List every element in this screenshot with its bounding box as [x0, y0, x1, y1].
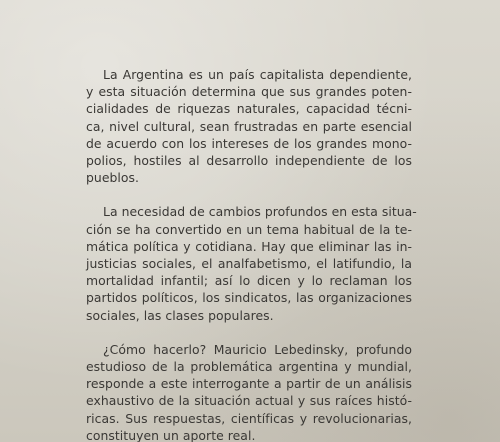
text-line: ca, nivel cultural, sean frustradas en parte esencial [86, 118, 412, 134]
text-line: ricas. Sus respuestas, científicas y revolucionarias, [86, 410, 412, 426]
text-line: exhaustivo de la situación actual y sus raíces histó- [86, 393, 412, 409]
paragraph-1 [86, 66, 412, 186]
text-line: pueblos. [86, 170, 140, 186]
paragraph-2 [86, 203, 417, 323]
text-line: responde a este interrogante a partir de un análisis [86, 376, 412, 392]
blurb-text [86, 66, 417, 442]
paragraph-3 [86, 341, 412, 442]
text-line: de acuerdo con los intereses de los grandes mono- [86, 135, 412, 151]
text-line: ¿Cómo hacerlo? Mauricio Lebedinsky, profundo [103, 341, 412, 357]
text-line: mática política y cotidiana. Hay que eliminar las in- [86, 238, 412, 254]
text-line: La necesidad de cambios profundos en esta situa- [103, 204, 417, 220]
text-line: estudioso de la problemática argentina y mundial, [86, 359, 412, 375]
text-line: constituyen un aporte real. [86, 427, 256, 442]
text-line: cialidades de riquezas naturales, capacidad técni- [86, 101, 412, 117]
text-line: mortalidad infantil; así lo dicen y lo reclaman los [86, 273, 412, 289]
text-line: partidos políticos, los sindicatos, las organizaciones [86, 290, 412, 306]
text-line: sociales, las clases populares. [86, 307, 274, 323]
text-line: La Argentina es un país capitalista dependiente, [103, 67, 412, 82]
text-line: ción se ha convertido en un tema habitual de la te- [86, 221, 412, 237]
text-line: justicias sociales, el analfabetismo, el latifundio, la [86, 256, 412, 272]
text-line: y esta situación determina que sus grandes poten- [86, 84, 412, 100]
text-line: polios, hostiles al desarrollo independiente de los [86, 153, 412, 169]
